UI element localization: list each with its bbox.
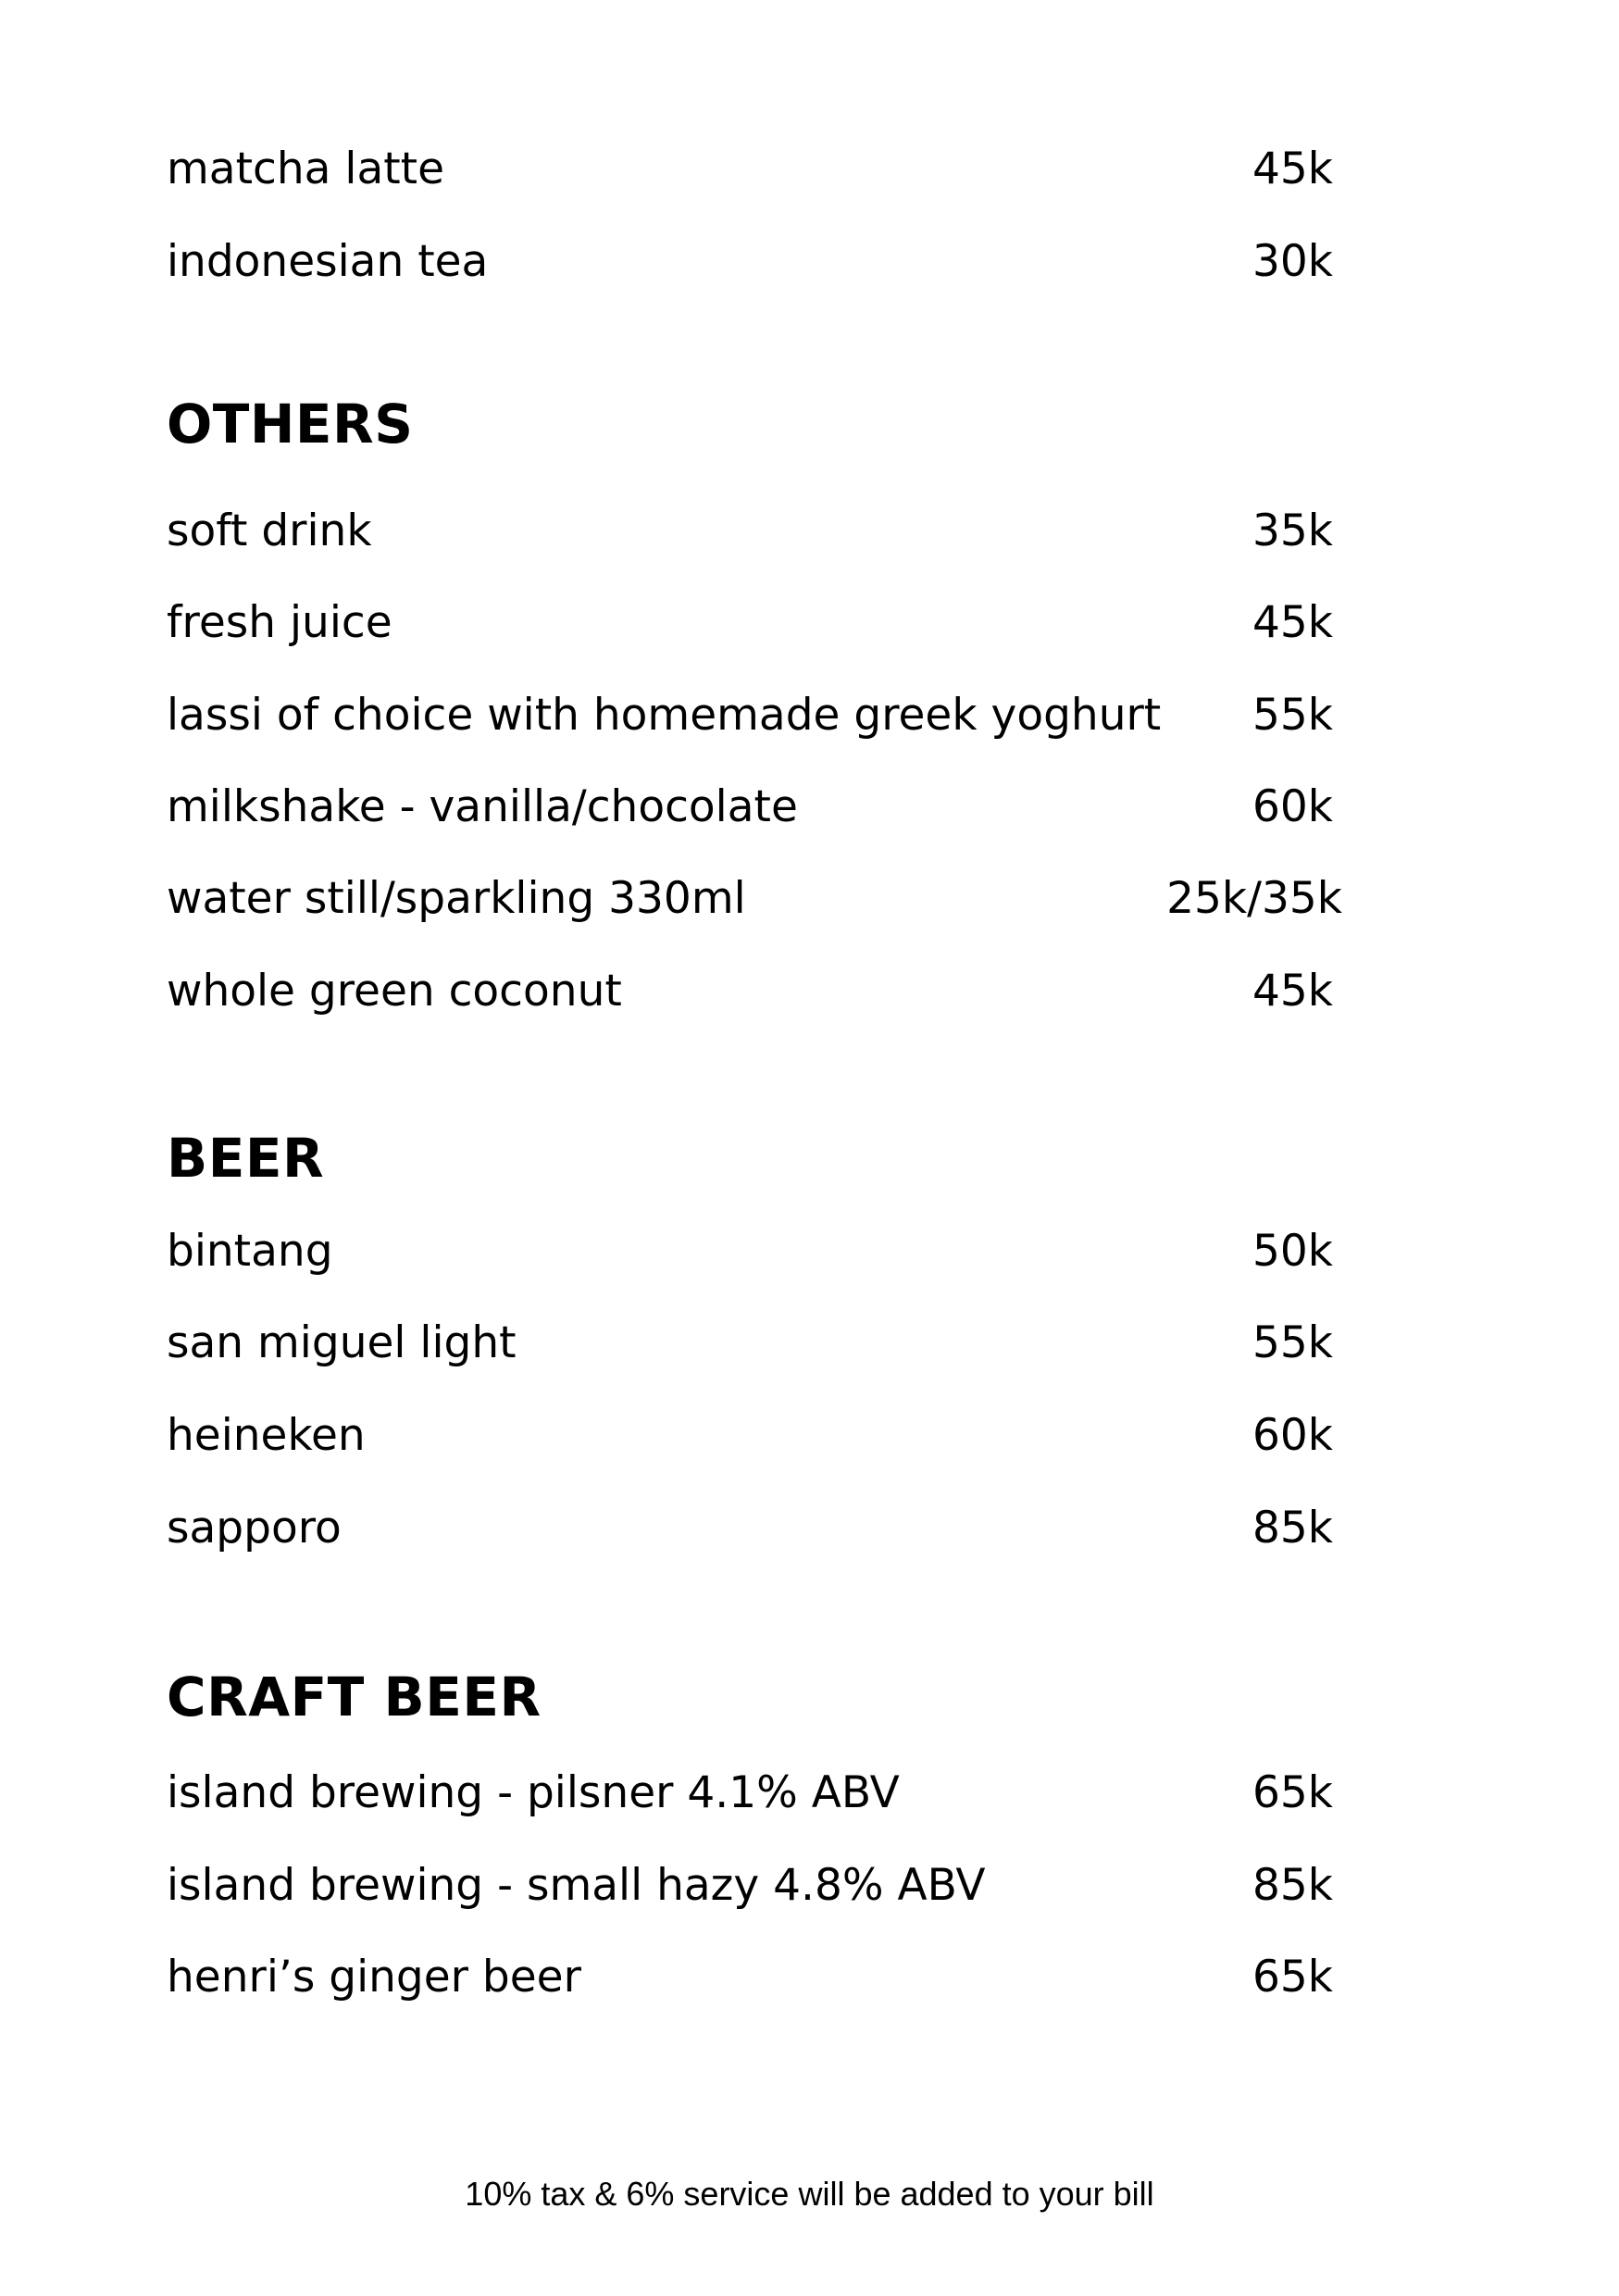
- item-name: lassi of choice with homemade greek yoghurt: [167, 690, 1162, 741]
- item-name: milkshake - vanilla/chocolate: [167, 781, 798, 832]
- menu-item-island-brewing-pilsner: [167, 1756, 1333, 1830]
- menu-item-soft-drink: [167, 494, 1333, 568]
- menu-item-whole-green-coconut: [167, 955, 1333, 1029]
- menu-item-fresh-juice: [167, 586, 1333, 660]
- menu-item-lassi: [167, 679, 1333, 753]
- item-name: island brewing - small hazy 4.8% ABV: [167, 1860, 986, 1911]
- item-name: bintang: [167, 1226, 333, 1277]
- item-price: 25k/35k: [1166, 873, 1342, 924]
- item-name: water still/sparkling 330ml: [167, 873, 746, 924]
- item-name: matcha latte: [167, 144, 445, 194]
- item-price: 65k: [1252, 1767, 1333, 1818]
- item-name: island brewing - pilsner 4.1% ABV: [167, 1767, 900, 1818]
- item-name: heineken: [167, 1410, 366, 1461]
- menu-item-bintang: [167, 1215, 1333, 1289]
- item-name: whole green coconut: [167, 966, 622, 1017]
- tax-service-note: 10% tax & 6% service will be added to your bill: [465, 2175, 1154, 2213]
- item-price: 35k: [1252, 505, 1333, 556]
- menu-item-san-miguel-light: [167, 1306, 1333, 1380]
- item-price: 45k: [1252, 597, 1333, 648]
- menu-item-henris-ginger-beer: [167, 1940, 1333, 2015]
- item-price: 50k: [1252, 1226, 1333, 1277]
- item-price: 65k: [1252, 1952, 1333, 2003]
- item-name: indonesian tea: [167, 236, 489, 287]
- item-name: henri’s ginger beer: [167, 1952, 581, 2003]
- menu-item-indonesian-tea: [167, 225, 1333, 299]
- item-price: 45k: [1252, 966, 1333, 1017]
- section-heading-others: OTHERS: [167, 393, 414, 455]
- item-name: sapporo: [167, 1503, 342, 1554]
- menu-item-matcha-latte: [167, 132, 1333, 206]
- section-heading-beer: BEER: [167, 1127, 325, 1190]
- menu-item-heineken: [167, 1399, 1333, 1473]
- menu-item-sapporo: [167, 1491, 1333, 1566]
- menu-item-milkshake: [167, 770, 1333, 844]
- item-name: fresh juice: [167, 597, 392, 648]
- section-heading-craft-beer: CRAFT BEER: [167, 1666, 542, 1728]
- menu-item-island-brewing-small-hazy: [167, 1849, 1333, 1923]
- item-price: 55k: [1252, 690, 1333, 741]
- menu-item-water: [167, 862, 1342, 936]
- item-price: 60k: [1252, 1410, 1333, 1461]
- item-price: 85k: [1252, 1860, 1333, 1911]
- item-name: soft drink: [167, 505, 372, 556]
- item-price: 55k: [1252, 1317, 1333, 1368]
- item-price: 45k: [1252, 144, 1333, 194]
- item-price: 85k: [1252, 1503, 1333, 1554]
- item-name: san miguel light: [167, 1317, 517, 1368]
- item-price: 60k: [1252, 781, 1333, 832]
- item-price: 30k: [1252, 236, 1333, 287]
